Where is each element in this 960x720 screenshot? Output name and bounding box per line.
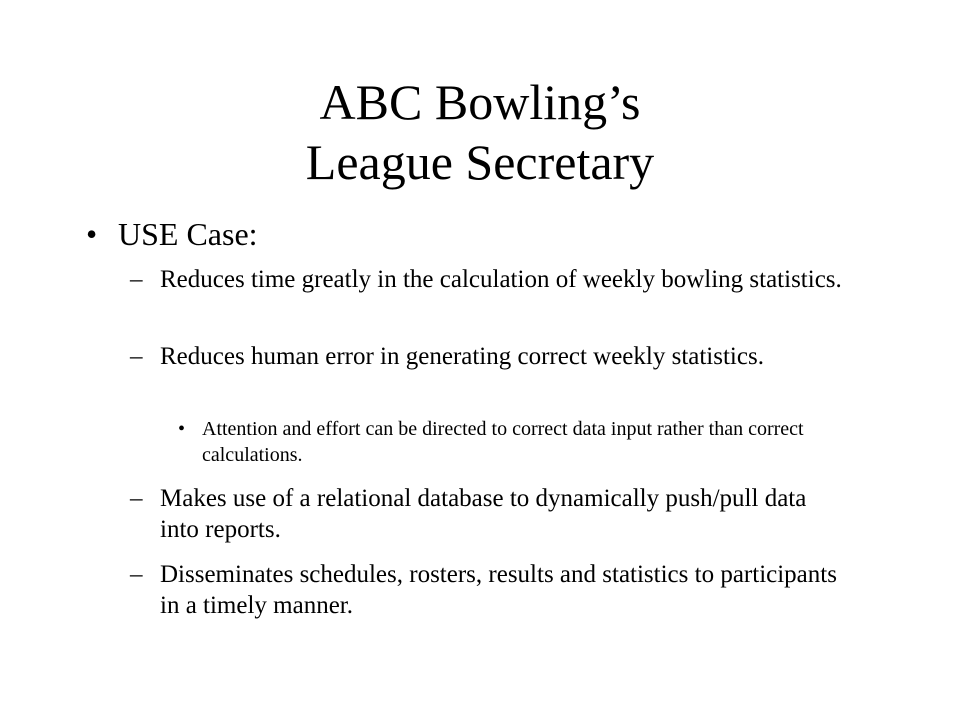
point-text: Makes use of a relational database to dynamically push/pull data into reports. xyxy=(160,485,807,543)
use-case-heading xyxy=(86,214,258,254)
sub-point-text: Attention and effort can be directed to correct data input rather than correct calculations. xyxy=(202,418,804,466)
dash-marker: – xyxy=(130,561,143,588)
title-line-1: ABC Bowling’s xyxy=(319,74,641,130)
point-text: Reduces time greatly in the calculation of weekly bowling statistics. xyxy=(160,266,842,293)
dash-marker: – xyxy=(130,266,143,293)
point-text: Reduces human error in generating correct weekly statistics. xyxy=(160,343,764,370)
sub-bullet-marker: • xyxy=(178,418,186,440)
bullet-marker: • xyxy=(86,216,98,252)
point-disseminates xyxy=(130,559,850,621)
point-reduces-error xyxy=(130,341,850,372)
point-relational-database xyxy=(130,483,850,545)
dash-marker: – xyxy=(130,485,143,512)
dash-marker: – xyxy=(130,343,143,370)
point-reduces-time xyxy=(130,264,850,295)
use-case-heading-text: USE Case: xyxy=(118,216,258,252)
slide-title xyxy=(0,72,960,192)
title-line-2: League Secretary xyxy=(305,134,655,190)
sub-point-attention xyxy=(178,416,878,468)
point-text: Disseminates schedules, rosters, results and statistics to participants in a timely manner. xyxy=(160,561,837,619)
